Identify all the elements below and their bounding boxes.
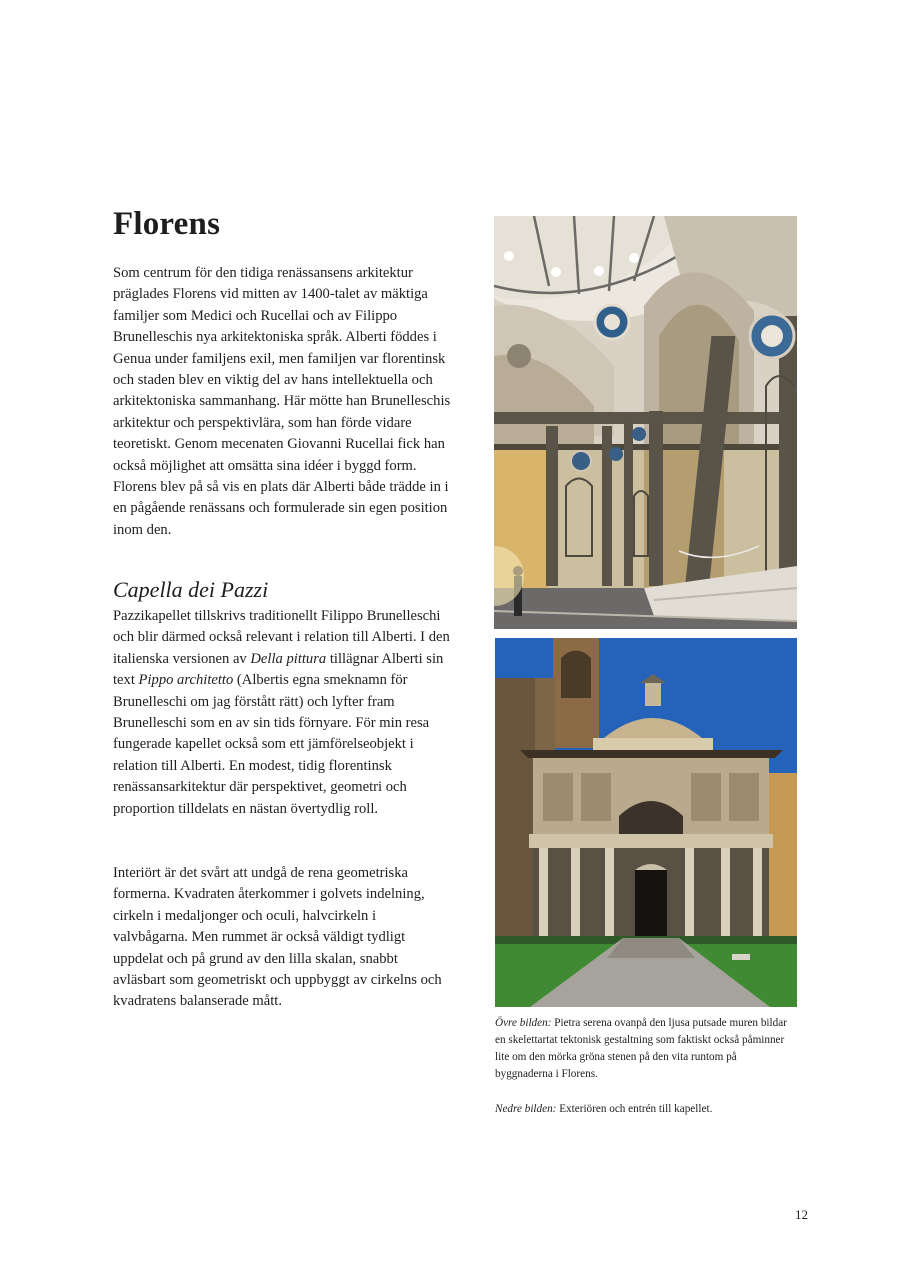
text-run: tillägnar Alberti sin text xyxy=(113,650,444,689)
section-paragraph-2: Interiört är det svårt att undgå de rena geometriska formerna. Kvadraten återkommer i golvets indelning, cirkeln i medaljonger och oculi, halvcirkeln i valvbågarna. Men rummet är också väldigt tydligt uppdelat och på grund av den lilla skalan, snabbt avläsbart som geometriskt och uppbyggt av cirkelns och kvadratens balanserade mått. xyxy=(113,865,442,1010)
italic-title-della-pittura: Della pittura xyxy=(250,650,327,667)
page-title: Florens xyxy=(113,206,221,242)
upper-photo-caption xyxy=(495,1015,797,1083)
exterior-photo xyxy=(495,638,797,1007)
intro-paragraph: Som centrum för den tidiga renässansens arkitektur präglades Florens vid mitten av 1400-talet av mäktiga familjer som Medici och Rucellai och av Filippo Brunelleschis nya arkitektoniska språk. Alberti föddes i Genua under familjens exil, men familjen var florentinsk och staden blev en viktig del av hans intellektuella och arkitektoniska sammanhang. Här mötte han Brunelleschis arkitektur och perspektivlära, som han förde vidare teoretiskt. Genom mecenaten Giovanni Rucellai fick han också möjlighet att omsätta sina idéer i byggd form. Florens blev på så vis en plats där Alberti både trädde in i en pågående renässans och formulerade sin egen position inom den. xyxy=(113,265,451,538)
text-run: Pazzikapellet tillskrivs traditionellt Filippo Brunelleschi och blir därmed också relevant i relation till Alberti. I den italienska versionen av xyxy=(113,608,450,667)
section-paragraph-1 xyxy=(113,606,453,820)
caption-label: Övre bilden: xyxy=(495,1017,552,1029)
text-run: (Albertis egna smeknamn för Brunelleschi om jag förstått rätt) och lyfter fram Brunelleschi som en av sin tids förnyare. För min resa fungerade kapellet också som ett jämförelseobjekt i relation till Alberti. En modest, tidig florentinsk renässansarkitektur där perspektivet, geometri och proportion tilldelats en nästan övertydlig roll. xyxy=(113,672,430,817)
caption-label: Nedre bilden: xyxy=(495,1103,557,1115)
caption-text: Exteriören och entrén till kapellet. xyxy=(556,1103,713,1115)
section-heading: Capella dei Pazzi xyxy=(113,577,269,602)
caption-text: Pietra serena ovanpå den ljusa putsade muren bildar en skelettartat tektonisk gestaltning som faktiskt också påminner lite om den mörka gröna stenen på den vita runtom på byggnaderna i Florens. xyxy=(495,1017,787,1080)
italic-title-pippo-architetto: Pippo architetto xyxy=(138,672,234,689)
page-number: 12 xyxy=(795,1207,808,1222)
interior-photo xyxy=(494,216,797,629)
lower-photo-caption xyxy=(495,1101,797,1118)
